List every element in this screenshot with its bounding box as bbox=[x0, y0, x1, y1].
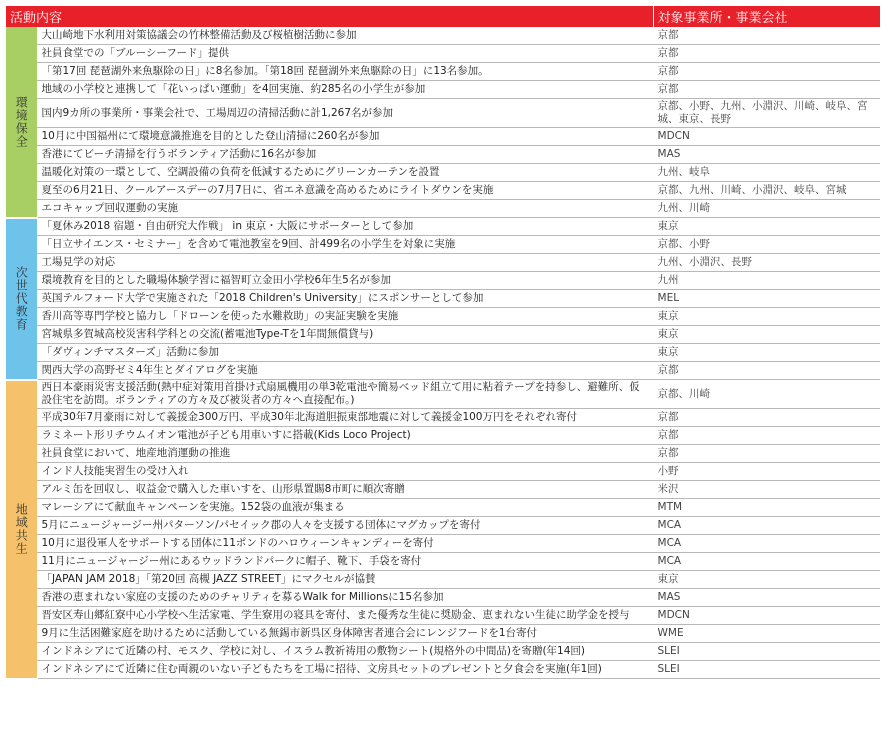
activity-cell: 9月に生活困難家庭を助けるために活動している無錫市新呉区身体障害者連合会にレンジフードを1台寄付 bbox=[37, 625, 653, 643]
table-row bbox=[6, 643, 880, 661]
site-cell: MTM bbox=[653, 499, 880, 517]
table-row bbox=[6, 661, 880, 679]
table-row bbox=[6, 326, 880, 344]
site-cell: 京都 bbox=[653, 427, 880, 445]
table-row bbox=[6, 463, 880, 481]
table-row bbox=[6, 380, 880, 409]
activity-cell: 「ダヴィンチマスターズ」活動に参加 bbox=[37, 344, 653, 362]
activity-cell: 英国テルフォード大学で実施された「2018 Children's University」にスポンサーとして参加 bbox=[37, 290, 653, 308]
site-cell: 京都、小野、九州、小淵沢、川崎、岐阜、宮城、東京、長野 bbox=[653, 99, 880, 128]
category-label: 次世代教育 bbox=[6, 218, 37, 380]
site-cell: 京都 bbox=[653, 27, 880, 45]
activity-cell: 社員食堂での「ブルーシーフード」提供 bbox=[37, 45, 653, 63]
site-cell: MDCN bbox=[653, 607, 880, 625]
table-row bbox=[6, 481, 880, 499]
site-cell: 京都 bbox=[653, 445, 880, 463]
table-row bbox=[6, 553, 880, 571]
table-row bbox=[6, 625, 880, 643]
site-cell: MAS bbox=[653, 589, 880, 607]
site-cell: 東京 bbox=[653, 308, 880, 326]
activity-cell: 香港にてビーチ清掃を行うボランティア活動に16名が参加 bbox=[37, 146, 653, 164]
csr-activity-table bbox=[6, 6, 880, 680]
site-cell: 京都 bbox=[653, 362, 880, 380]
activity-cell: 香港の恵まれない家庭の支援のためのチャリティを募るWalk for Millionsに15名参加 bbox=[37, 589, 653, 607]
site-cell: 東京 bbox=[653, 326, 880, 344]
activity-cell: 平成30年7月豪雨に対して義援金300万円、平成30年北海道胆振東部地震に対して義援金100万円をそれぞれ寄付 bbox=[37, 409, 653, 427]
activity-cell: インドネシアにて近隣の村、モスク、学校に対し、イスラム教祈祷用の敷物シート(規格外の中間品)を寄贈(年14回) bbox=[37, 643, 653, 661]
activity-cell: 大山崎地下水利用対策協議会の竹林整備活動及び桜植樹活動に参加 bbox=[37, 27, 653, 45]
table-row bbox=[6, 146, 880, 164]
table-row bbox=[6, 571, 880, 589]
site-cell: 京都 bbox=[653, 45, 880, 63]
site-cell: WME bbox=[653, 625, 880, 643]
activity-cell: インドネシアにて近隣に住む両親のいない子どもたちを工場に招待、文房具セットのプレゼントと夕食会を実施(年1回) bbox=[37, 661, 653, 679]
activity-cell: 国内9カ所の事業所・事業会社で、工場周辺の清掃活動に計1,267名が参加 bbox=[37, 99, 653, 128]
activity-cell: 10月に退役軍人をサポートする団体に11ポンドのハロウィーンキャンディーを寄付 bbox=[37, 535, 653, 553]
header-activity: 活動内容 bbox=[6, 6, 653, 27]
activity-cell: 「第17回 琵琶湖外来魚駆除の日」に8名参加。「第18回 琵琶湖外来魚駆除の日」に13名参加。 bbox=[37, 63, 653, 81]
table-row bbox=[6, 589, 880, 607]
activity-cell: 関西大学の高野ゼミ4年生とダイアログを実施 bbox=[37, 362, 653, 380]
activity-cell: 10月に中国福州にて環境意識推進を目的とした登山清掃に260名が参加 bbox=[37, 128, 653, 146]
activity-cell: 社員食堂において、地産地消運動の推進 bbox=[37, 445, 653, 463]
site-cell: 京都、川崎 bbox=[653, 380, 880, 409]
table-row bbox=[6, 409, 880, 427]
table-body bbox=[6, 27, 880, 679]
site-cell: 九州、小淵沢、長野 bbox=[653, 254, 880, 272]
site-cell: 東京 bbox=[653, 344, 880, 362]
activity-cell: 晋安区寿山郷紅寮中心小学校へ生活家電、学生寮用の寝具を寄付、また優秀な生徒に奨励金、恵まれない生徒に助学金を授与 bbox=[37, 607, 653, 625]
table-row bbox=[6, 63, 880, 81]
activity-cell: ラミネート形リチウムイオン電池が子ども用車いすに搭載(Kids Loco Project) bbox=[37, 427, 653, 445]
table-row bbox=[6, 362, 880, 380]
table-row bbox=[6, 218, 880, 236]
activity-cell: 地域の小学校と連携して「花いっぱい運動」を4回実施、約285名の小学生が参加 bbox=[37, 81, 653, 99]
site-cell: 九州、岐阜 bbox=[653, 164, 880, 182]
table-row bbox=[6, 81, 880, 99]
activity-cell: 西日本豪雨災害支援活動(熱中症対策用首掛け式扇風機用の単3乾電池や簡易ベッド組立て用に粘着テープを持参し、避難所、仮設住宅を訪問。ボランティアの方々及び被災者の方々へ直接配布。) bbox=[37, 380, 653, 409]
table-row bbox=[6, 236, 880, 254]
site-cell: 九州、川崎 bbox=[653, 200, 880, 218]
site-cell: MDCN bbox=[653, 128, 880, 146]
table-row bbox=[6, 272, 880, 290]
activity-cell: 宮城県多賀城高校災害科学科との交流(蓄電池Type-Tを1年間無償貸与) bbox=[37, 326, 653, 344]
table-row bbox=[6, 535, 880, 553]
table-row bbox=[6, 182, 880, 200]
activity-cell: 5月にニュージャージー州パターソン/パセイック郡の人々を支援する団体にマグカップを寄付 bbox=[37, 517, 653, 535]
activity-cell: 香川高等専門学校と協力し「ドローンを使った水難救助」の実証実験を実施 bbox=[37, 308, 653, 326]
site-cell: 東京 bbox=[653, 571, 880, 589]
site-cell: SLEI bbox=[653, 661, 880, 679]
site-cell: 京都、小野 bbox=[653, 236, 880, 254]
table-row bbox=[6, 128, 880, 146]
activity-cell: 温暖化対策の一環として、空調設備の負荷を低減するためにグリーンカーテンを設置 bbox=[37, 164, 653, 182]
activity-cell: 「JAPAN JAM 2018」「第20回 高槻 JAZZ STREET」にマクセルが協賛 bbox=[37, 571, 653, 589]
table-row bbox=[6, 200, 880, 218]
site-cell: MCA bbox=[653, 517, 880, 535]
category-label: 地域共生 bbox=[6, 380, 37, 679]
activity-cell: アルミ缶を回収し、収益金で購入した車いすを、山形県置賜8市町に順次寄贈 bbox=[37, 481, 653, 499]
activity-cell: 夏至の6月21日、クールアースデーの7月7日に、省エネ意識を高めるためにライトダウンを実施 bbox=[37, 182, 653, 200]
activity-cell: マレーシアにて献血キャンペーンを実施。152袋の血液が集まる bbox=[37, 499, 653, 517]
site-cell: MCA bbox=[653, 535, 880, 553]
table-row bbox=[6, 290, 880, 308]
table-header-row bbox=[6, 6, 880, 27]
table-row bbox=[6, 99, 880, 128]
table-row bbox=[6, 45, 880, 63]
activity-cell: 工場見学の対応 bbox=[37, 254, 653, 272]
site-cell: 九州 bbox=[653, 272, 880, 290]
category-label: 環境保全 bbox=[6, 27, 37, 218]
site-cell: MAS bbox=[653, 146, 880, 164]
table-row bbox=[6, 517, 880, 535]
table-row bbox=[6, 254, 880, 272]
table-row bbox=[6, 445, 880, 463]
site-cell: 京都、九州、川崎、小淵沢、岐阜、宮城 bbox=[653, 182, 880, 200]
table-row bbox=[6, 344, 880, 362]
activity-cell: インド人技能実習生の受け入れ bbox=[37, 463, 653, 481]
activity-cell: 「日立サイエンス・セミナー」を含めて電池教室を9回、計499名の小学生を対象に実施 bbox=[37, 236, 653, 254]
activity-table-container bbox=[6, 6, 886, 680]
header-site: 対象事業所・事業会社 bbox=[653, 6, 880, 27]
site-cell: 小野 bbox=[653, 463, 880, 481]
site-cell: SLEI bbox=[653, 643, 880, 661]
site-cell: MCA bbox=[653, 553, 880, 571]
site-cell: 米沢 bbox=[653, 481, 880, 499]
activity-cell: エコキャップ回収運動の実施 bbox=[37, 200, 653, 218]
activity-cell: 11月にニュージャージー州にあるウッドランドパークに帽子、靴下、手袋を寄付 bbox=[37, 553, 653, 571]
site-cell: 東京 bbox=[653, 218, 880, 236]
activity-cell: 環境教育を目的とした職場体験学習に福智町立金田小学校6年生5名が参加 bbox=[37, 272, 653, 290]
table-row bbox=[6, 427, 880, 445]
site-cell: MEL bbox=[653, 290, 880, 308]
table-row bbox=[6, 308, 880, 326]
site-cell: 京都 bbox=[653, 63, 880, 81]
site-cell: 京都 bbox=[653, 81, 880, 99]
table-row bbox=[6, 164, 880, 182]
table-row bbox=[6, 607, 880, 625]
site-cell: 京都 bbox=[653, 409, 880, 427]
table-row bbox=[6, 27, 880, 45]
table-row bbox=[6, 499, 880, 517]
activity-cell: 「夏休み2018 宿題・自由研究大作戦」 in 東京・大阪にサポーターとして参加 bbox=[37, 218, 653, 236]
